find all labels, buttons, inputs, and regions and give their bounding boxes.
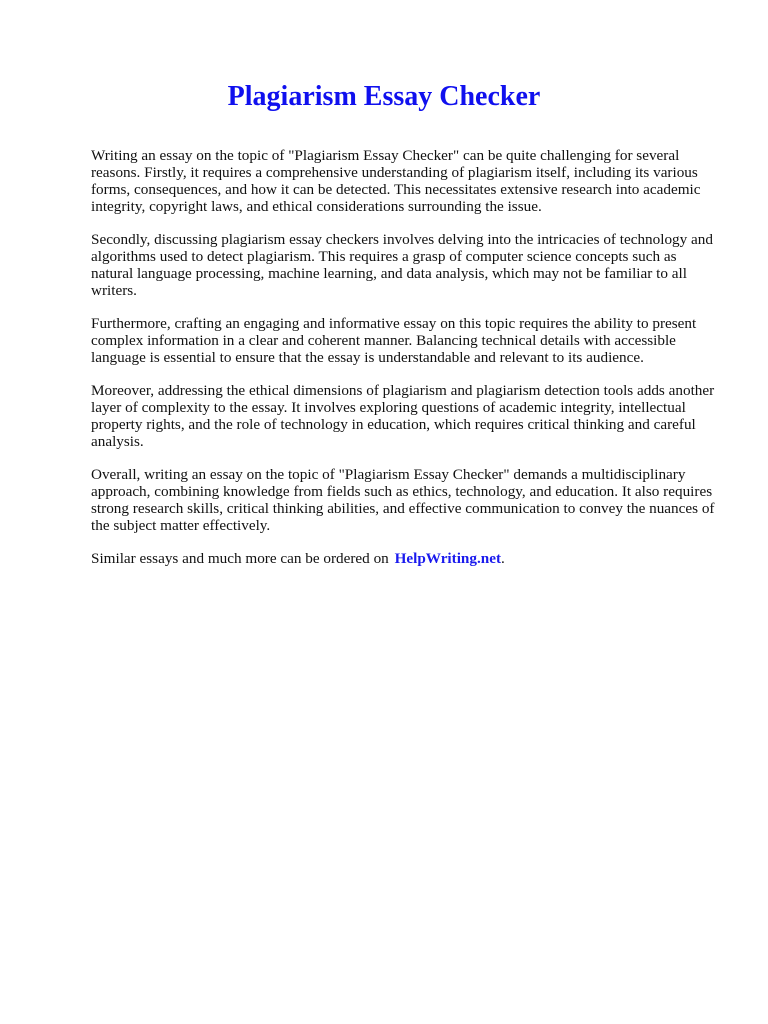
paragraph-4: Moreover, addressing the ethical dimensions of plagiarism and plagiarism detection tools adds another layer of complexity to the essay. It involves exploring questions of academic integrity, intellectual property rights, and the role of technology in education, which requires critical thinking and careful analysis. — [91, 382, 715, 450]
paragraph-1: Writing an essay on the topic of "Plagiarism Essay Checker" can be quite challenging for several reasons. Firstly, it requires a comprehensive understanding of plagiarism itself, including its various forms, consequences, and how it can be detected. This necessitates extensive research into academic integrity, copyright laws, and ethical considerations surrounding the issue. — [91, 147, 701, 215]
paragraph-5: Overall, writing an essay on the topic of "Plagiarism Essay Checker" demands a multidisciplinary approach, combining knowledge from fields such as ethics, technology, and education. It also requires strong research skills, critical thinking abilities, and effective communication to convey the nuances of the subject matter effectively. — [91, 466, 715, 534]
paragraph-3: Furthermore, crafting an engaging and informative essay on this topic requires the ability to present complex information in a clear and coherent manner. Balancing technical details with accessible language is essential to ensure that the essay is understandable and relevant to its audience. — [91, 315, 697, 366]
footer-prefix: Similar essays and much more can be ordered on — [91, 550, 393, 567]
helpwriting-link[interactable]: HelpWriting.net — [394, 550, 502, 567]
page-title: Plagiarism Essay Checker — [227, 81, 541, 112]
essay-body — [91, 147, 717, 583]
paragraph-2: Secondly, discussing plagiarism essay checkers involves delving into the intricacies of technology and algorithms used to detect plagiarism. This requires a grasp of computer science concepts such as natural language processing, machine learning, and data analysis, which may not be familiar to all writers. — [91, 231, 713, 299]
footer-suffix: . — [501, 550, 505, 567]
footer-line — [91, 550, 717, 567]
